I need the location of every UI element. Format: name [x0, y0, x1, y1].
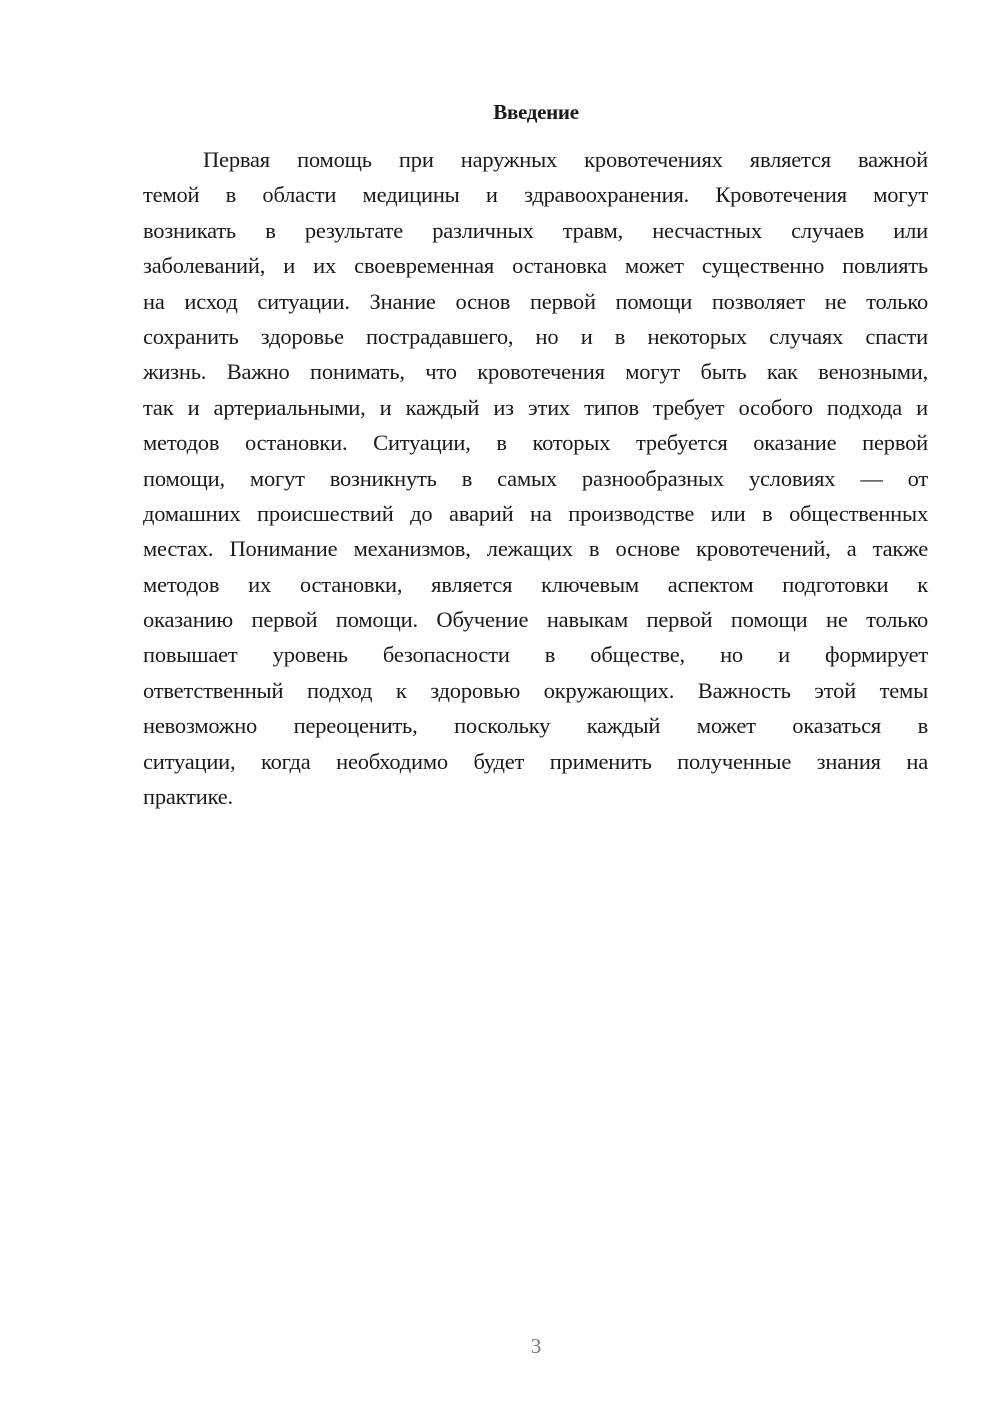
page-number: 3: [530, 1334, 542, 1358]
section-heading: Введение: [493, 100, 579, 124]
intro-paragraph: [143, 145, 928, 817]
paragraph-line: на исход ситуации. Знание основ первой помощи позволяет не только: [143, 288, 928, 314]
paragraph-line: помощи, могут возникнуть в самых разнообразных условиях — от: [143, 465, 928, 491]
paragraph-line: ситуации, когда необходимо будет применить полученные знания на: [143, 748, 928, 774]
paragraph-line: сохранить здоровье пострадавшего, но и в некоторых случаях спасти: [143, 323, 928, 349]
paragraph-line: методов остановки. Ситуации, в которых требуется оказание первой: [143, 430, 928, 456]
paragraph-line: ответственный подход к здоровью окружающих. Важность этой темы: [143, 677, 928, 703]
paragraph-line: жизнь. Важно понимать, что кровотечения могут быть как венозными,: [143, 359, 928, 385]
paragraph-line: возникать в результате различных травм, несчастных случаев или: [143, 217, 928, 243]
paragraph-line: невозможно переоценить, поскольку каждый может оказаться в: [143, 713, 928, 739]
paragraph-line: темой в области медицины и здравоохранения. Кровотечения могут: [143, 182, 928, 208]
paragraph-line: практике.: [143, 784, 233, 810]
paragraph-line: местах. Понимание механизмов, лежащих в основе кровотечений, а также: [143, 536, 928, 562]
paragraph-line: Первая помощь при наружных кровотечениях является важной: [203, 147, 928, 172]
paragraph-line: оказанию первой помощи. Обучение навыкам первой помощи не только: [143, 607, 928, 633]
paragraph-line: заболеваний, и их своевременная остановка может существенно повлиять: [143, 253, 928, 279]
paragraph-line: повышает уровень безопасности в обществе, но и формирует: [143, 642, 928, 668]
paragraph-line: так и артериальными, и каждый из этих типов требует особого подхода и: [143, 394, 928, 420]
paragraph-line: домашних происшествий до аварий на производстве или в общественных: [143, 500, 928, 526]
paragraph-line: методов их остановки, является ключевым аспектом подготовки к: [143, 571, 928, 597]
